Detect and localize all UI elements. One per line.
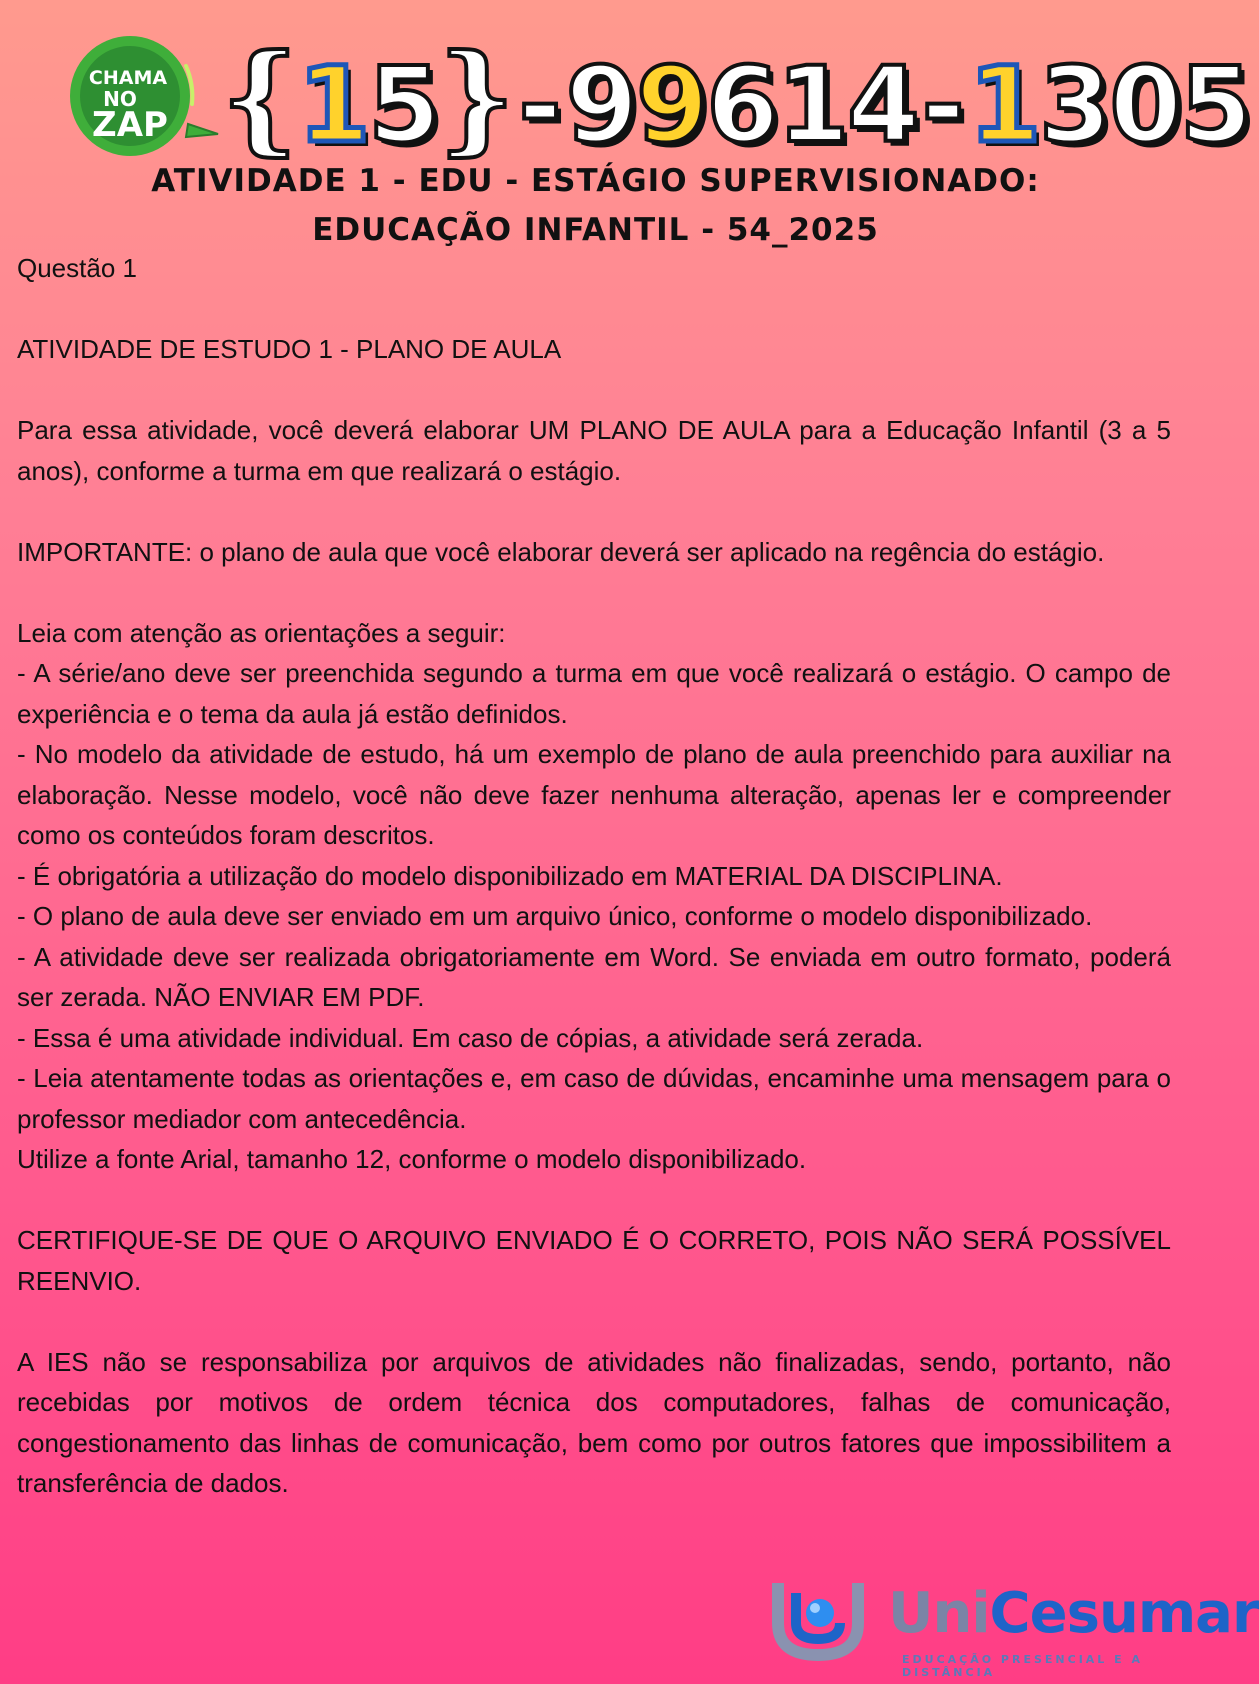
phone-digit: 5: [1179, 44, 1251, 166]
logo-tagline: EDUCAÇÃO PRESENCIAL E A DISTÂNCIA: [902, 1653, 1143, 1679]
logo-word-cesumar: Cesumar: [989, 1581, 1259, 1646]
guideline-item: - Leia atentamente todas as orientações e, em caso de dúvidas, encaminhe uma mensagem para o professor mediador com antecedência.: [17, 1063, 1171, 1134]
guideline-item: - O plano de aula deve ser enviado em um arquivo único, conforme o modelo disponibilizado.: [17, 901, 1093, 931]
guideline-item: - A atividade deve ser realizada obrigatoriamente em Word. Se enviada em outro formato, poderá ser zerada. NÃO ENVIAR EM PDF.: [17, 941, 1171, 1012]
badge-line-chama: CHAMA: [88, 67, 168, 89]
document-body: [17, 248, 1171, 1504]
phone-digit: 6: [706, 44, 777, 166]
page-title-line-1: ATIVIDADE 1 - EDU - ESTÁGIO SUPERVISIONADO:: [151, 163, 1040, 199]
phone-digit: 1: [297, 44, 369, 166]
unicesumar-emblem-icon: [760, 1575, 890, 1665]
phone-digit: 1: [968, 44, 1040, 166]
badge-line-no: NO: [103, 87, 137, 111]
guideline-item: - Essa é uma atividade individual. Em caso de cópias, a atividade será zerada.: [17, 1022, 924, 1053]
logo-word-uni: Uni: [888, 1581, 990, 1646]
guidelines-heading: Leia com atenção as orientações a seguir:: [17, 617, 506, 648]
phone-dash: -: [921, 44, 965, 166]
chama-no-zap-badge[interactable]: [68, 34, 218, 169]
header: [0, 20, 1251, 167]
phone-digit: 9: [565, 44, 637, 166]
phone-dash: -: [518, 44, 562, 166]
guideline-item: - É obrigatória a utilização do modelo disponibilizado em MATERIAL DA DISCIPLINA.: [17, 860, 1003, 891]
guideline-item: - A série/ano deve ser preenchida segundo a turma em que você realizará o estágio. O campo de experiência e o tema da aula já estão definidos.: [17, 658, 1171, 729]
important-paragraph: IMPORTANTE: o plano de aula que você elaborar deverá ser aplicado na regência do estágio.: [17, 536, 1105, 567]
intro-paragraph: Para essa atividade, você deverá elaborar UM PLANO DE AULA para a Educação Infantil (3 a 5 anos), conforme a turma em que realizará o estágio.: [17, 415, 1171, 486]
phone-close-brace: }: [438, 28, 515, 167]
guideline-item: - No modelo da atividade de estudo, há um exemplo de plano de aula preenchido para auxiliar na elaboração. Nesse modelo, você não deve fazer nenhuma alteração, apenas ler e compreender como os conteúdos foram descritos.: [17, 739, 1171, 850]
activity-title: ATIVIDADE DE ESTUDO 1 - PLANO DE AULA: [17, 334, 562, 364]
phone-digit: 4: [847, 44, 918, 166]
unicesumar-logo: [760, 1575, 1259, 1679]
phone-digit: 5: [368, 44, 439, 166]
phone-number[interactable]: [222, 28, 1251, 170]
guideline-item: Utilize a fonte Arial, tamanho 12, conforme o modelo disponibilizado.: [17, 1144, 807, 1174]
badge-line-zap: ZAP: [92, 105, 168, 145]
phone-digit: 1: [776, 44, 848, 166]
phone-open-brace: {: [222, 28, 298, 167]
question-label: Questão 1: [17, 253, 137, 283]
disclaimer-paragraph: A IES não se responsabiliza por arquivos de atividades não finalizadas, sendo, portanto, não recebidas por motivos de ordem técnica dos computadores, falhas de comunicação, congestionamento das linhas de comunicação, bem como por outros fatores que impossibilitem a transferência de dados.: [17, 1346, 1171, 1498]
page-title-line-2: EDUCAÇÃO INFANTIL - 54_2025: [312, 212, 879, 248]
whatsapp-chat-icon: [68, 34, 218, 164]
phone-digit: 9: [636, 44, 707, 166]
phone-digit: 0: [1109, 44, 1180, 166]
phone-digit: 3: [1039, 44, 1110, 166]
warning-paragraph: CERTIFIQUE-SE DE QUE O ARQUIVO ENVIADO É O CORRETO, POIS NÃO SERÁ POSSÍVEL REENVIO.: [17, 1225, 1171, 1296]
logo-wordmark: [888, 1581, 1259, 1646]
